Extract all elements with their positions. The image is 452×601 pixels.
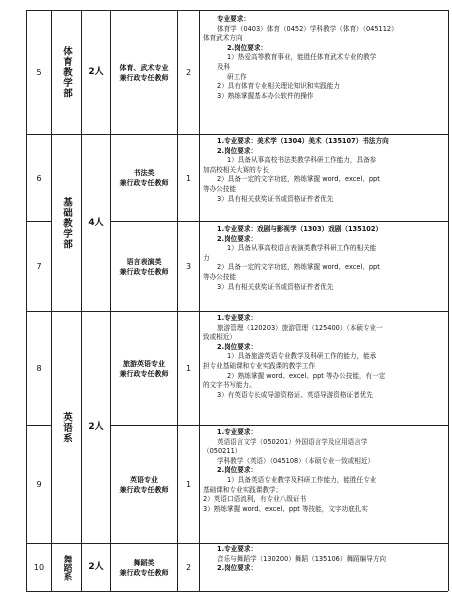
requirement-line: 力 xyxy=(203,253,210,262)
position-line: 兼行政专任教师 xyxy=(119,267,169,276)
row-number: 6 xyxy=(36,173,42,183)
department-cell xyxy=(52,135,81,311)
requirement-line: 1.专业要求：美术学（1304）美术（135107）书法方向 xyxy=(217,137,389,145)
position-line: 体育、武术专业 xyxy=(119,63,169,72)
position-line: 旅游英语专业 xyxy=(123,359,165,368)
requirement-line: 加高校相关大赛的专长 xyxy=(203,165,269,174)
requirement-line: 基础课和专业实践课教学； xyxy=(203,485,283,494)
requirements-text xyxy=(203,225,445,292)
position-title xyxy=(111,11,177,134)
requirement-line: 旅游管理（120203）旅游管理（125400）（本硕专业一 xyxy=(217,323,383,332)
headcount: 2人 xyxy=(88,67,104,77)
requirement-line: 及科 xyxy=(217,62,231,71)
department-name: 舞蹈系 xyxy=(62,554,72,581)
department-cell xyxy=(52,544,81,591)
requirement-line: 2.岗位要求： xyxy=(217,342,258,351)
department-name: 英语系 xyxy=(61,411,72,444)
requirements-text xyxy=(203,314,445,400)
position-line: 兼行政专任教师 xyxy=(119,485,169,494)
requirement-line: 1）热爱高等教育事业，能胜任体育武术专业的教学 xyxy=(227,53,377,62)
requirement-line: （050211） xyxy=(203,447,242,456)
requirement-line: 等办公技能 xyxy=(203,272,236,281)
department-cell xyxy=(52,11,81,134)
requirement-line: 1.专业要求： xyxy=(217,428,258,436)
requirement-line: 1.专业要求：戏剧与影视学（1303）戏剧（135102） xyxy=(217,225,383,233)
headcount: 2人 xyxy=(88,562,104,572)
row-line xyxy=(26,591,448,592)
requirement-line: 1）具备英语专业教学及科研工作能力，能胜任专业 xyxy=(227,475,377,484)
requirement-line: 3）熟练掌握基本办公软件的操作 xyxy=(217,91,314,100)
quantity: 2 xyxy=(185,563,192,572)
position-line: 书法类 xyxy=(133,169,155,177)
col-line xyxy=(448,10,449,591)
requirement-line: 1）具备旅游英语专业教学及科研工作的能力，能承 xyxy=(227,352,377,361)
quantity: 1 xyxy=(185,173,192,183)
position-title xyxy=(111,426,177,543)
row-number: 5 xyxy=(36,68,42,77)
position-title xyxy=(111,222,177,311)
requirement-line: 1.专业要求： xyxy=(217,314,258,322)
requirement-line: 学科教学（英语）（045108）（本硕专业一致或相近） xyxy=(217,456,375,465)
position-title xyxy=(111,135,177,221)
requirement-line: 等办公技能 xyxy=(203,184,236,193)
row-number: 10 xyxy=(33,563,45,572)
requirement-line: 2.岗位要求： xyxy=(217,466,258,475)
department-name: 基础教学部 xyxy=(61,196,72,250)
quantity: 1 xyxy=(185,480,192,489)
quantity: 3 xyxy=(185,262,192,271)
position-line: 兼行政专任教师 xyxy=(119,179,169,187)
requirement-line: 体育武术方向 xyxy=(203,34,243,43)
requirement-line: 致或相近） xyxy=(203,333,236,342)
requirement-line: 3）有英语专长或导游资格证、英语导游资格证者优先 xyxy=(217,390,373,399)
headcount: 4人 xyxy=(88,217,104,228)
position-line: 语言表演类 xyxy=(126,257,162,266)
department-name: 体育教学部 xyxy=(61,46,72,99)
quantity: 2 xyxy=(185,68,192,77)
quantity: 1 xyxy=(185,364,192,373)
row-number: 7 xyxy=(36,262,42,271)
position-line: 兼行政专任教师 xyxy=(119,568,169,577)
requirement-line: 2）熟练掌握 word、excel、ppt 等办公技能，有一定 xyxy=(227,371,386,380)
row-number: 8 xyxy=(36,364,42,373)
position-line: 兼行政专任教师 xyxy=(119,73,169,82)
requirement-line: 2）具备一定的文字功底，熟练掌握 word、excel、ppt xyxy=(217,263,380,272)
requirement-line: 2.岗位要求： xyxy=(227,43,268,52)
requirement-line: 1.专业要求： xyxy=(217,545,258,553)
requirement-line: 专业要求： xyxy=(217,15,250,23)
position-line: 兼行政专任教师 xyxy=(119,369,169,378)
requirements-text xyxy=(203,545,445,574)
row-number: 9 xyxy=(36,480,42,489)
requirement-line: 音乐与舞蹈学（130200）舞蹈（135106）舞蹈编导方向 xyxy=(217,554,387,563)
headcount: 2人 xyxy=(88,422,104,432)
requirements-text xyxy=(203,428,445,514)
requirement-line: 1）具备从事高校书法类教学科研工作能力，具备参 xyxy=(227,156,377,165)
requirement-line: 3）熟练掌握 word、excel、ppt 等技能，文字功底扎实 xyxy=(203,504,368,513)
requirement-line: 2）英语口语流利，有专业八级证书 xyxy=(203,495,307,504)
requirement-line: 担专业基础课和专业实践课的教学工作 xyxy=(203,361,316,370)
requirement-line: 2.岗位要求： xyxy=(217,564,258,573)
requirement-line: 2）具备一定的文字功底，熟练掌握 word、excel、ppt xyxy=(217,175,380,184)
position-title xyxy=(111,544,177,591)
requirement-line: 1）具备从事高校语言表演类教学科研工作的相关能 xyxy=(227,244,377,253)
requirement-line: 2）具有体育专业相关理论知识和实践能力 xyxy=(217,82,340,91)
requirement-line: 英语语言文学（050201）外国语言学及应用语言学 xyxy=(217,437,368,446)
requirements-text xyxy=(203,137,445,204)
requirement-line: 2.岗位要求： xyxy=(217,234,258,243)
requirement-line: 3）具有相关获奖证书或资格证件者优先 xyxy=(217,194,334,203)
requirement-line: 3）具有相关获奖证书或资格证件者优先 xyxy=(217,282,334,291)
department-cell xyxy=(52,312,81,543)
requirement-line: 的文字书写能力。 xyxy=(203,381,256,390)
requirement-line: 2.岗位要求： xyxy=(217,146,258,155)
col-line xyxy=(199,10,200,591)
requirement-line: 体育学（0403）体育（0452）学科教学（体育）（045112） xyxy=(217,24,398,33)
position-line: 舞蹈类 xyxy=(133,558,155,567)
position-title xyxy=(111,312,177,425)
requirements-text xyxy=(203,15,445,101)
position-line: 英语专业 xyxy=(130,475,158,484)
requirement-line: 研工作 xyxy=(227,72,247,81)
